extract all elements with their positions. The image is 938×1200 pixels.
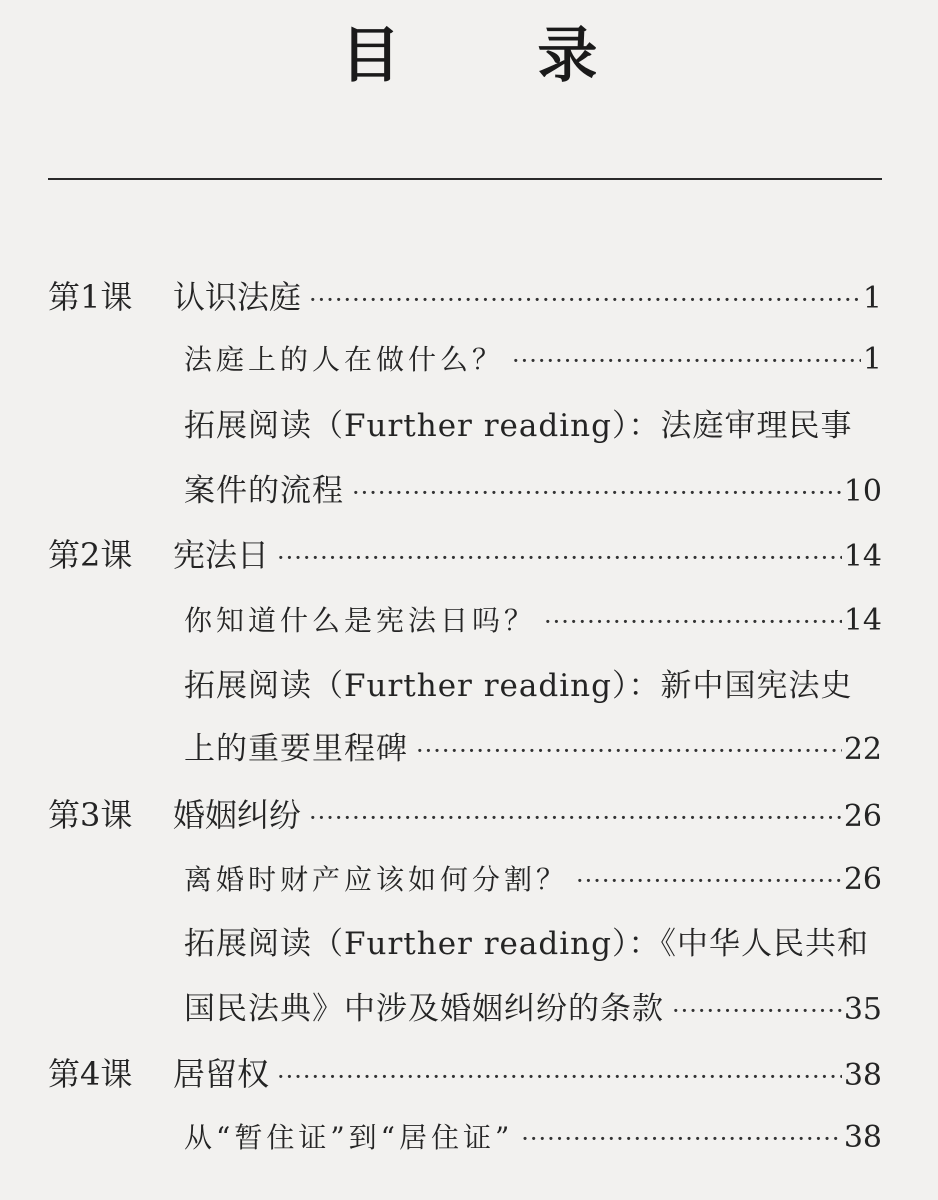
lesson-number: 第1课: [48, 278, 133, 316]
toc-subentry[interactable]: [184, 596, 882, 646]
page-title: 目 录: [340, 21, 656, 91]
dot-leader: [512, 336, 861, 386]
subentry-title: 你知道什么是宪法日吗？: [184, 604, 537, 637]
toc-lesson-2[interactable]: [48, 530, 882, 580]
page-number: 14: [843, 539, 882, 574]
toc-lesson-4[interactable]: [48, 1049, 882, 1099]
further-reading-title-continued: 国民法典》中涉及婚姻纠纷的条款: [184, 991, 664, 1027]
further-reading-title-continued: 案件的流程: [184, 473, 344, 509]
toc-lesson-1[interactable]: [48, 272, 882, 322]
lesson-title: 宪法日: [173, 536, 270, 574]
further-reading-title: 拓展阅读（Further reading）：法庭审理民事: [184, 408, 853, 444]
further-reading-title: 拓展阅读（Further reading）：《中华人民共和: [184, 926, 869, 962]
dot-leader: [416, 726, 842, 776]
dot-leader: [521, 1114, 842, 1164]
further-reading-title-continued: 上的重要里程碑: [184, 731, 408, 767]
toc-further-reading[interactable]: [184, 401, 882, 451]
page-number: 22: [843, 732, 882, 767]
toc-further-reading-continued[interactable]: [184, 984, 882, 1034]
dot-leader: [277, 1052, 842, 1102]
title-divider: [48, 178, 882, 180]
subentry-title: 法庭上的人在做什么？: [184, 343, 505, 376]
page-number: 1: [862, 342, 882, 377]
lesson-number: 第4课: [48, 1055, 133, 1093]
dot-leader: [352, 468, 842, 518]
toc-subentry[interactable]: [184, 1113, 882, 1163]
page-number: 38: [843, 1058, 882, 1093]
dot-leader: [309, 793, 842, 843]
subentry-title: 从“暂住证”到“居住证”: [184, 1121, 514, 1154]
lesson-title: 婚姻纠纷: [173, 796, 302, 834]
dot-leader: [672, 986, 842, 1036]
lesson-number: 第3课: [48, 796, 133, 834]
page-number: 26: [843, 862, 882, 897]
dot-leader: [544, 597, 842, 647]
toc-subentry[interactable]: [184, 855, 882, 905]
toc-further-reading[interactable]: [184, 661, 882, 711]
dot-leader: [277, 533, 842, 583]
dot-leader: [309, 275, 861, 325]
page-number: 14: [843, 603, 882, 638]
lesson-title: 认识法庭: [173, 278, 302, 316]
page-number: 10: [843, 474, 882, 509]
page-number: 38: [843, 1120, 882, 1155]
toc-lesson-3[interactable]: [48, 790, 882, 840]
lesson-title: 居留权: [173, 1055, 270, 1093]
toc-subentry[interactable]: [184, 335, 882, 385]
subentry-title: 离婚时财产应该如何分割？: [184, 863, 569, 896]
page-number: 26: [843, 799, 882, 834]
toc-further-reading[interactable]: [184, 919, 882, 969]
lesson-number: 第2课: [48, 536, 133, 574]
toc-further-reading-continued[interactable]: [184, 466, 882, 516]
toc-further-reading-continued[interactable]: [184, 724, 882, 774]
dot-leader: [576, 856, 842, 906]
further-reading-title: 拓展阅读（Further reading）：新中国宪法史: [184, 668, 853, 704]
page-number: 1: [862, 281, 882, 316]
page-number: 35: [843, 992, 882, 1027]
